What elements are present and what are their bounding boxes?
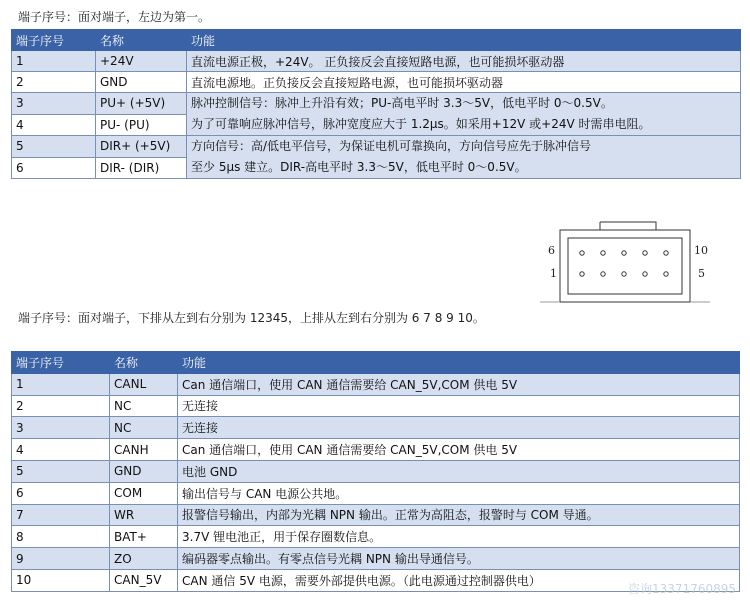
table-row xyxy=(12,526,740,548)
cell-num: 1 xyxy=(12,373,110,395)
header-num: 端子序号 xyxy=(12,352,110,374)
dir-func-line2: 至少 5μs 建立。DIR-高电平时 3.3～5V，低电平时 0～0.5V。 xyxy=(191,160,527,174)
cell-func: 无连接 xyxy=(178,395,740,417)
header-name: 名称 xyxy=(110,352,178,374)
cell-name: NC xyxy=(110,395,178,417)
table-row xyxy=(12,93,741,115)
cell-num: 5 xyxy=(12,136,96,158)
cell-num: 10 xyxy=(12,569,110,591)
cell-name: ZO xyxy=(110,548,178,570)
table-header-row xyxy=(12,30,741,51)
cell-name: +24V xyxy=(96,51,187,72)
cell-func: 直流电源正极，+24V。 正负接反会直接短路电源，也可能损坏驱动器 xyxy=(187,51,741,72)
cell-func-dir xyxy=(187,136,741,179)
cell-name: PU- (PU) xyxy=(96,114,187,136)
cell-name: WR xyxy=(110,504,178,526)
cell-num: 3 xyxy=(12,93,96,115)
header-func: 功能 xyxy=(187,30,741,51)
cell-name: CANL xyxy=(110,373,178,395)
cell-num: 2 xyxy=(12,72,96,93)
pin-label-bottom-right: 5 xyxy=(698,267,705,280)
table-row xyxy=(12,373,740,395)
cell-num: 3 xyxy=(12,417,110,439)
connector-diagram xyxy=(540,218,720,308)
header-name: 名称 xyxy=(96,30,187,51)
cell-func: 直流电源地。正负接反会直接短路电源，也可能损坏驱动器 xyxy=(187,72,741,93)
cell-func: 编码器零点输出。有零点信号光耦 NPN 输出导通信号。 xyxy=(178,548,740,570)
table-row xyxy=(12,482,740,504)
terminal-table-2 xyxy=(11,351,740,592)
cell-num: 5 xyxy=(12,460,110,482)
cell-func: 电池 GND xyxy=(178,460,740,482)
cell-func: Can 通信端口，使用 CAN 通信需要给 CAN_5V,COM 供电 5V xyxy=(178,439,740,461)
pin-label-top-left: 6 xyxy=(548,244,555,257)
cell-name: BAT+ xyxy=(110,526,178,548)
table-row xyxy=(12,51,741,72)
cell-name: GND xyxy=(96,72,187,93)
pin-holes xyxy=(580,251,668,276)
pin-label-top-right: 10 xyxy=(694,244,708,257)
cell-func: CAN 通信 5V 电源，需要外部提供电源。（此电源通过控制器供电） xyxy=(178,569,740,591)
cell-name: CAN_5V xyxy=(110,569,178,591)
table-row xyxy=(12,460,740,482)
cell-func: 无连接 xyxy=(178,417,740,439)
pulse-func-line2: 为了可靠响应脉冲信号，脉冲宽度应大于 1.2μs。如采用+12V 或+24V 时需串电阻。 xyxy=(191,117,651,131)
cell-name: CANH xyxy=(110,439,178,461)
terminal-table-1 xyxy=(11,29,741,179)
cell-name: DIR+ (+5V) xyxy=(96,136,187,158)
cell-name: COM xyxy=(110,482,178,504)
table-row xyxy=(12,417,740,439)
cell-num: 6 xyxy=(12,482,110,504)
cell-func: Can 通信端口，使用 CAN 通信需要给 CAN_5V,COM 供电 5V xyxy=(178,373,740,395)
cell-num: 2 xyxy=(12,395,110,417)
table-row xyxy=(12,439,740,461)
cell-name: NC xyxy=(110,417,178,439)
pulse-func-line1: 脉冲控制信号：脉冲上升沿有效；PU-高电平时 3.3～5V，低电平时 0～0.5V。 xyxy=(191,96,613,110)
cell-func: 3.7V 锂电池正，用于保存圈数信息。 xyxy=(178,526,740,548)
cell-func: 报警信号输出，内部为光耦 NPN 输出。正常为高阻态，报警时与 COM 导通。 xyxy=(178,504,740,526)
table-row xyxy=(12,504,740,526)
caption-terminal-order-2: 端子序号：面对端子，下排从左到右分别为 12345，上排从左到右分别为 6 7 8 9 10。 xyxy=(18,311,485,325)
cell-name: GND xyxy=(110,460,178,482)
cell-func-pulse xyxy=(187,93,741,136)
table-row xyxy=(12,395,740,417)
cell-num: 6 xyxy=(12,157,96,179)
cell-name: PU+ (+5V) xyxy=(96,93,187,115)
header-func: 功能 xyxy=(178,352,740,374)
table-row xyxy=(12,72,741,93)
cell-num: 4 xyxy=(12,439,110,461)
cell-num: 9 xyxy=(12,548,110,570)
cell-num: 1 xyxy=(12,51,96,72)
cell-num: 7 xyxy=(12,504,110,526)
dir-func-line1: 方向信号：高/低电平信号，为保证电机可靠换向，方向信号应先于脉冲信号 xyxy=(191,139,592,153)
header-num: 端子序号 xyxy=(12,30,96,51)
cell-name: DIR- (DIR) xyxy=(96,157,187,179)
table-header-row xyxy=(12,352,740,374)
cell-num: 8 xyxy=(12,526,110,548)
table-row xyxy=(12,136,741,158)
cell-func: 输出信号与 CAN 电源公共地。 xyxy=(178,482,740,504)
connector-outline xyxy=(540,218,720,308)
table-row xyxy=(12,548,740,570)
caption-terminal-order-1: 端子序号：面对端子，左边为第一。 xyxy=(18,10,211,24)
pin-label-bottom-left: 1 xyxy=(550,267,557,280)
watermark: 咨询13371760895 xyxy=(628,582,736,596)
cell-num: 4 xyxy=(12,114,96,136)
